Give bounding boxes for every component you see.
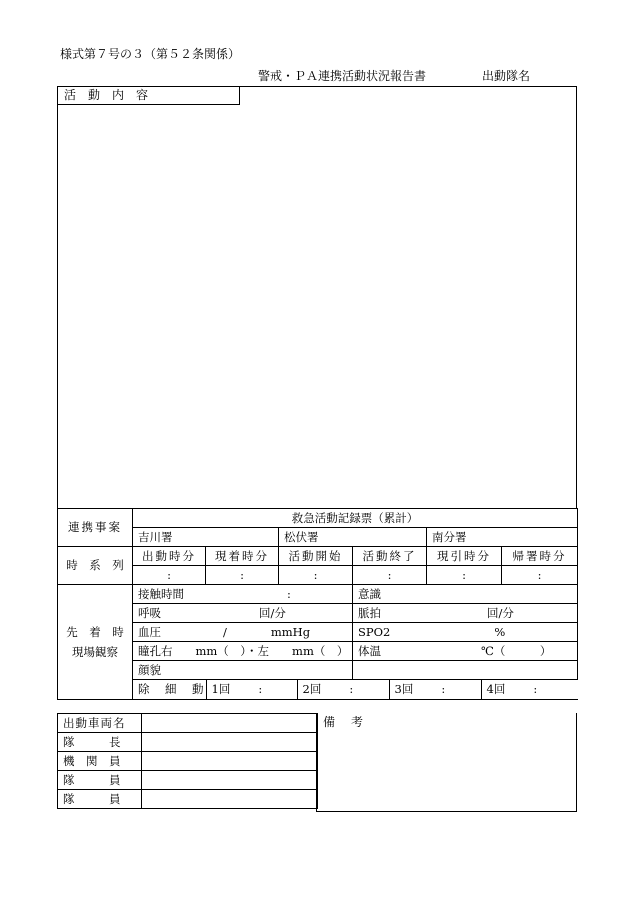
- defib-count-4-time: :: [533, 681, 538, 696]
- defib-count-3-time: :: [441, 681, 446, 696]
- pulse-unit: 回/分: [487, 605, 514, 620]
- time-field-activity-end[interactable]: :: [353, 566, 427, 585]
- unit-name-label: 出動隊名: [482, 69, 531, 83]
- time-header-withdraw: 現引時分: [427, 547, 502, 566]
- crew-label-engineer: 機 関 員: [58, 752, 142, 771]
- form-title: 警戒・ＰＡ連携活動状況報告書: [258, 69, 427, 83]
- bp-label: 血圧: [138, 624, 161, 639]
- record-table: [57, 508, 578, 700]
- spo2-label: SPO2: [358, 624, 391, 639]
- respiration-field[interactable]: [133, 604, 353, 623]
- defib-count-3[interactable]: [389, 680, 481, 699]
- defib-label: 除 細 動: [133, 680, 206, 699]
- station-matsubushi[interactable]: 松伏署: [279, 528, 427, 547]
- activity-content-label: 活 動 内 容: [64, 88, 149, 102]
- vehicle-label: 出動車両名: [58, 714, 142, 733]
- respiration-label: 呼吸: [138, 605, 161, 620]
- observation-label-line1: 先 着 時: [66, 625, 124, 639]
- remarks-box[interactable]: [316, 713, 577, 812]
- temp-label: 体温: [358, 643, 381, 658]
- face-label: 顔貌: [138, 662, 161, 677]
- time-field-dispatch[interactable]: :: [133, 566, 206, 585]
- kyukyu-header: 救急活動記録票（累計）: [133, 509, 578, 528]
- spo2-field[interactable]: [353, 623, 578, 642]
- defib-count-2-time: :: [349, 681, 354, 696]
- crew-field-member-2[interactable]: [142, 790, 318, 809]
- contact-time-field[interactable]: [133, 585, 353, 604]
- crew-field-captain[interactable]: [142, 733, 318, 752]
- crew-label-member-2: 隊 員: [58, 790, 142, 809]
- defib-count-1[interactable]: [206, 680, 297, 699]
- defib-count-4-label: 4回: [486, 681, 506, 696]
- defib-count-3-label: 3回: [394, 681, 414, 696]
- time-header-activity-start: 活動開始: [279, 547, 353, 566]
- crew-label-member-1: 隊 員: [58, 771, 142, 790]
- station-yoshikawa[interactable]: 吉川署: [133, 528, 279, 547]
- face-extra-field[interactable]: [353, 661, 578, 680]
- remarks-label: 備 考: [323, 715, 366, 729]
- time-header-return: 帰署時分: [502, 547, 578, 566]
- time-header-activity-end: 活動終了: [353, 547, 427, 566]
- contact-time-value: :: [287, 586, 291, 601]
- blood-pressure-field[interactable]: [133, 623, 353, 642]
- temperature-field[interactable]: [353, 642, 578, 661]
- face-field[interactable]: [133, 661, 353, 680]
- pulse-field[interactable]: [353, 604, 578, 623]
- time-field-return[interactable]: :: [502, 566, 578, 585]
- time-field-withdraw[interactable]: :: [427, 566, 502, 585]
- defib-count-1-label: 1回: [211, 681, 231, 696]
- crew-field-member-1[interactable]: [142, 771, 318, 790]
- jikeiretsu-label: 時 系 列: [58, 547, 133, 585]
- temp-unit: ℃（ ）: [481, 643, 552, 658]
- defib-count-2[interactable]: [297, 680, 389, 699]
- renkei-label: 連携事案: [58, 509, 133, 547]
- observation-label: [58, 585, 133, 700]
- spo2-unit: %: [494, 624, 506, 639]
- pulse-label: 脈拍: [358, 605, 381, 620]
- bp-unit: mmHg: [270, 624, 311, 639]
- respiration-unit: 回/分: [259, 605, 286, 620]
- defib-count-2-label: 2回: [302, 681, 322, 696]
- time-header-dispatch: 出動時分: [133, 547, 206, 566]
- defib-count-1-time: :: [258, 681, 263, 696]
- crew-label-captain: 隊 長: [58, 733, 142, 752]
- time-field-activity-start[interactable]: :: [279, 566, 353, 585]
- crew-table: [57, 713, 318, 809]
- defib-count-4[interactable]: [481, 680, 578, 699]
- bp-separator: /: [223, 624, 227, 639]
- time-header-arrival: 現着時分: [206, 547, 279, 566]
- observation-label-line2: 現場観察: [72, 645, 118, 659]
- contact-time-label: 接触時間: [138, 586, 184, 601]
- vehicle-field[interactable]: [142, 714, 318, 733]
- consciousness-field[interactable]: [353, 585, 578, 604]
- activity-content-label-box: [57, 86, 240, 105]
- time-field-arrival[interactable]: :: [206, 566, 279, 585]
- pupil-field[interactable]: 瞳孔右 mm（ ）・左 mm（ ）: [133, 642, 353, 661]
- activity-content-box[interactable]: [57, 86, 577, 509]
- form-number: 様式第７号の３（第５２条関係）: [60, 47, 241, 61]
- consciousness-label: 意識: [358, 586, 381, 601]
- crew-field-engineer[interactable]: [142, 752, 318, 771]
- defibrillation-row: [133, 680, 578, 700]
- station-minami[interactable]: 南分署: [427, 528, 578, 547]
